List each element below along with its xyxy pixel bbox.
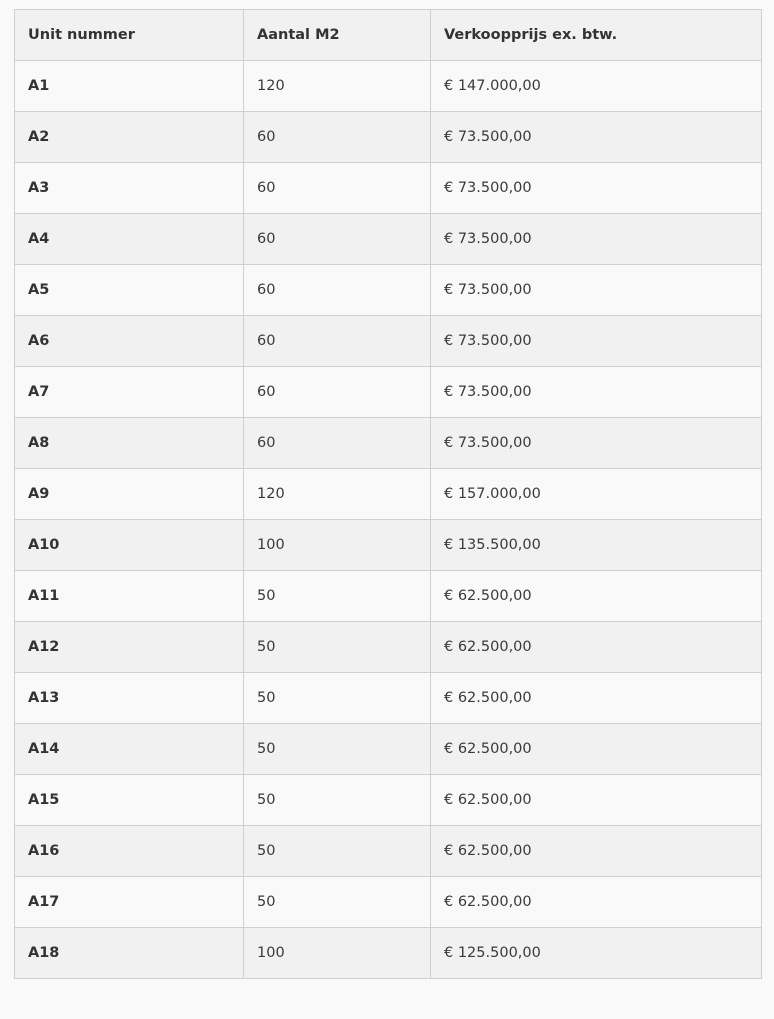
cell-unit: A6 xyxy=(15,316,244,367)
cell-area: 60 xyxy=(244,112,431,163)
table-row xyxy=(15,112,762,163)
cell-unit: A9 xyxy=(15,469,244,520)
table-row xyxy=(15,775,762,826)
cell-unit: A2 xyxy=(15,112,244,163)
cell-price: € 62.500,00 xyxy=(431,775,762,826)
cell-unit: A18 xyxy=(15,928,244,979)
cell-area: 50 xyxy=(244,673,431,724)
table-body xyxy=(15,61,762,979)
cell-unit: A11 xyxy=(15,571,244,622)
cell-unit: A16 xyxy=(15,826,244,877)
cell-area: 60 xyxy=(244,418,431,469)
cell-price: € 73.500,00 xyxy=(431,316,762,367)
cell-unit: A3 xyxy=(15,163,244,214)
cell-unit: A10 xyxy=(15,520,244,571)
table-row xyxy=(15,163,762,214)
cell-unit: A7 xyxy=(15,367,244,418)
cell-price: € 62.500,00 xyxy=(431,877,762,928)
table-row xyxy=(15,673,762,724)
cell-area: 60 xyxy=(244,214,431,265)
cell-unit: A13 xyxy=(15,673,244,724)
cell-price: € 125.500,00 xyxy=(431,928,762,979)
cell-price: € 62.500,00 xyxy=(431,622,762,673)
table-row xyxy=(15,265,762,316)
cell-price: € 73.500,00 xyxy=(431,418,762,469)
table-row xyxy=(15,724,762,775)
cell-area: 50 xyxy=(244,775,431,826)
cell-unit: A4 xyxy=(15,214,244,265)
cell-unit: A1 xyxy=(15,61,244,112)
cell-unit: A8 xyxy=(15,418,244,469)
cell-area: 60 xyxy=(244,163,431,214)
cell-price: € 73.500,00 xyxy=(431,163,762,214)
table-row xyxy=(15,367,762,418)
cell-price: € 62.500,00 xyxy=(431,826,762,877)
cell-area: 60 xyxy=(244,367,431,418)
cell-price: € 73.500,00 xyxy=(431,367,762,418)
table-row xyxy=(15,520,762,571)
cell-area: 100 xyxy=(244,520,431,571)
price-table-container xyxy=(14,9,761,979)
cell-unit: A17 xyxy=(15,877,244,928)
table-row xyxy=(15,622,762,673)
table-row xyxy=(15,877,762,928)
cell-price: € 73.500,00 xyxy=(431,265,762,316)
cell-area: 50 xyxy=(244,724,431,775)
cell-area: 50 xyxy=(244,826,431,877)
table-row xyxy=(15,418,762,469)
cell-unit: A14 xyxy=(15,724,244,775)
cell-price: € 147.000,00 xyxy=(431,61,762,112)
cell-price: € 73.500,00 xyxy=(431,112,762,163)
cell-price: € 73.500,00 xyxy=(431,214,762,265)
table-row xyxy=(15,928,762,979)
cell-unit: A12 xyxy=(15,622,244,673)
cell-area: 120 xyxy=(244,469,431,520)
cell-price: € 62.500,00 xyxy=(431,571,762,622)
cell-area: 120 xyxy=(244,61,431,112)
cell-area: 50 xyxy=(244,877,431,928)
cell-area: 50 xyxy=(244,571,431,622)
table-row xyxy=(15,826,762,877)
price-table xyxy=(14,9,762,979)
header-sale-price: Verkoopprijs ex. btw. xyxy=(431,10,762,61)
table-row xyxy=(15,469,762,520)
cell-area: 100 xyxy=(244,928,431,979)
cell-price: € 157.000,00 xyxy=(431,469,762,520)
table-header xyxy=(15,10,762,61)
header-area-m2: Aantal M2 xyxy=(244,10,431,61)
cell-unit: A5 xyxy=(15,265,244,316)
header-row xyxy=(15,10,762,61)
cell-unit: A15 xyxy=(15,775,244,826)
cell-price: € 135.500,00 xyxy=(431,520,762,571)
cell-area: 60 xyxy=(244,316,431,367)
table-row xyxy=(15,316,762,367)
cell-price: € 62.500,00 xyxy=(431,724,762,775)
cell-area: 60 xyxy=(244,265,431,316)
header-unit-number: Unit nummer xyxy=(15,10,244,61)
table-row xyxy=(15,571,762,622)
cell-area: 50 xyxy=(244,622,431,673)
table-row xyxy=(15,61,762,112)
table-row xyxy=(15,214,762,265)
cell-price: € 62.500,00 xyxy=(431,673,762,724)
